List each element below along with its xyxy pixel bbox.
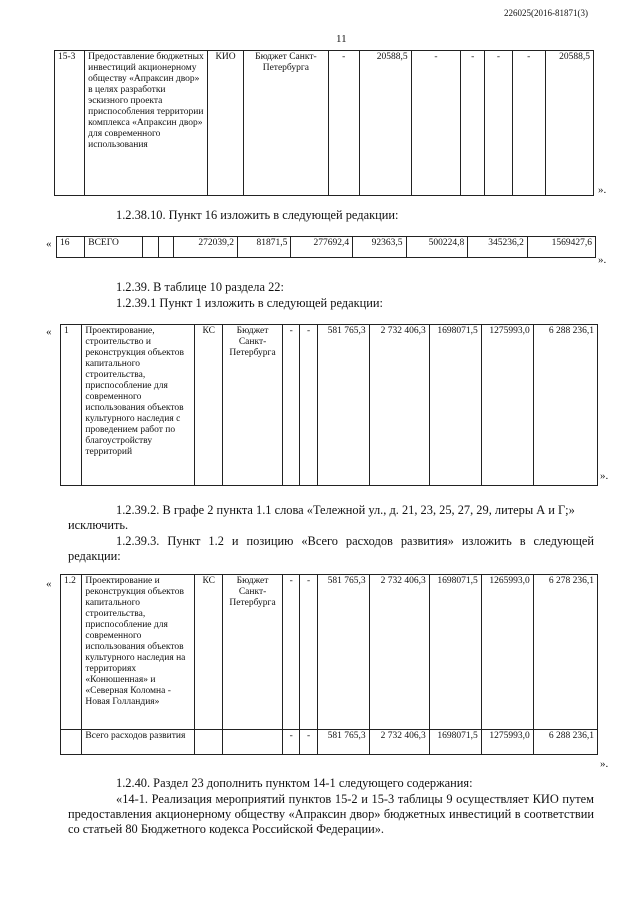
cell-value: -: [283, 325, 300, 486]
cell-empty: [61, 730, 82, 755]
paragraph-1-2-39-2-cont: исключить.: [68, 518, 129, 532]
cell-value: 581 765,3: [317, 325, 369, 486]
cell-value: 92363,5: [353, 237, 406, 258]
cell-empty: [158, 237, 174, 258]
cell-value: 500224,8: [406, 237, 468, 258]
quote-close: ».: [598, 254, 607, 266]
cell-description: Проектирование, строительство и реконструкция объектов капитального строительства, приспособление для современного использования объектов культурного наследия с проведением работ по благоустройству территорий: [82, 325, 195, 486]
paragraph-1-2-39-2: 1.2.39.2. В графе 2 пункта 1.1 слова «Тележной ул., д. 21, 23, 25, 27, 29, литеры А и Г;»: [116, 503, 575, 517]
cell-value: -: [283, 730, 300, 755]
cell-value: 277692,4: [291, 237, 353, 258]
cell-number: 1: [61, 325, 82, 486]
quote-close: ».: [598, 184, 607, 196]
table-row: [61, 325, 598, 486]
cell-value: 581 765,3: [317, 730, 369, 755]
cell-description: Всего расходов развития: [82, 730, 195, 755]
paragraph-1-2-40: 1.2.40. Раздел 23 дополнить пунктом 14-1 следующего содержания:: [116, 776, 473, 790]
cell-executor: КС: [195, 325, 223, 486]
cell-value: -: [283, 575, 300, 730]
cell-number: 16: [57, 237, 85, 258]
cell-value: -: [461, 51, 485, 196]
cell-value: 1265993,0: [481, 575, 533, 730]
cell-value: -: [300, 575, 317, 730]
cell-total: 6 278 236,1: [533, 575, 597, 730]
table-item-16: [56, 236, 596, 258]
cell-description: ВСЕГО: [85, 237, 143, 258]
cell-value: -: [512, 51, 545, 196]
quote-open: «: [46, 326, 52, 338]
paragraph-1-2-39: 1.2.39. В таблице 10 раздела 22:: [116, 280, 284, 294]
cell-source: Бюджет Санкт-Петербурга: [222, 325, 282, 486]
table-row: [61, 575, 598, 730]
cell-empty: [142, 237, 158, 258]
cell-source: Бюджет Санкт-Петербурга: [222, 575, 282, 730]
cell-value: -: [300, 325, 317, 486]
cell-value: 272039,2: [174, 237, 238, 258]
table-item-1-2: [60, 574, 598, 755]
table-row-total: [61, 730, 598, 755]
cell-value: 20588,5: [359, 51, 411, 196]
quote-close: ».: [600, 758, 609, 770]
cell-value: 1698071,5: [429, 325, 481, 486]
paragraph-1-2-38-10: 1.2.38.10. Пункт 16 изложить в следующей редакции:: [116, 208, 399, 222]
cell-executor: КИО: [207, 51, 243, 196]
page-number: 11: [336, 33, 347, 45]
table-item-1: [60, 324, 598, 486]
cell-value: 345236,2: [468, 237, 528, 258]
cell-value: 1275993,0: [481, 325, 533, 486]
cell-description: Предоставление бюджетных инвестиций акционерному обществу «Апраксин двор» в целях разработки эскизного проекта приспособления территории комплекса «Апраксин двор» для современного использования: [85, 51, 208, 196]
cell-total: 1569427,6: [527, 237, 595, 258]
cell-empty: [222, 730, 282, 755]
cell-value: 1698071,5: [429, 730, 481, 755]
cell-description: Проектирование и реконструкция объектов капитального строительства, приспособление для современного использования объектов культурного наследия на территориях «Конюшенная» и «Северная Коломна - Новая Голландия»: [82, 575, 195, 730]
cell-value: -: [485, 51, 513, 196]
cell-value: 1275993,0: [481, 730, 533, 755]
document-id: 226025(2016-81871(3): [504, 8, 588, 18]
cell-value: 2 732 406,3: [369, 730, 429, 755]
cell-number: 1.2: [61, 575, 82, 730]
table-row: [57, 237, 596, 258]
cell-value: 581 765,3: [317, 575, 369, 730]
quote-open: «: [46, 578, 52, 590]
paragraph-14-1: «14-1. Реализация мероприятий пунктов 15-2 и 15-3 таблицы 9 осуществляет КИО путем предоставления акционерному обществу «Апраксин двор» бюджетных инвестиций в соответствии со статьей 80 Бюджетного кодекса Российской Федерации».: [68, 792, 594, 836]
cell-total: 20588,5: [545, 51, 593, 196]
cell-value: 2 732 406,3: [369, 325, 429, 486]
cell-total: 6 288 236,1: [533, 325, 597, 486]
table-item-15-3: [54, 50, 594, 196]
cell-source: Бюджет Санкт-Петербурга: [244, 51, 328, 196]
cell-value: -: [328, 51, 359, 196]
cell-total: 6 288 236,1: [533, 730, 597, 755]
quote-open: «: [46, 238, 52, 250]
quote-close: ».: [600, 470, 609, 482]
paragraph-1-2-39-1: 1.2.39.1 Пункт 1 изложить в следующей редакции:: [116, 296, 383, 310]
cell-value: 1698071,5: [429, 575, 481, 730]
cell-value: 81871,5: [238, 237, 291, 258]
cell-empty: [195, 730, 223, 755]
paragraph-1-2-39-3: 1.2.39.3. Пункт 1.2 и позицию «Всего расходов развития» изложить в следующей редакции:: [68, 534, 594, 563]
cell-number: 15-3: [55, 51, 85, 196]
cell-executor: КС: [195, 575, 223, 730]
cell-value: 2 732 406,3: [369, 575, 429, 730]
cell-value: -: [411, 51, 461, 196]
cell-value: -: [300, 730, 317, 755]
table-row: [55, 51, 594, 196]
